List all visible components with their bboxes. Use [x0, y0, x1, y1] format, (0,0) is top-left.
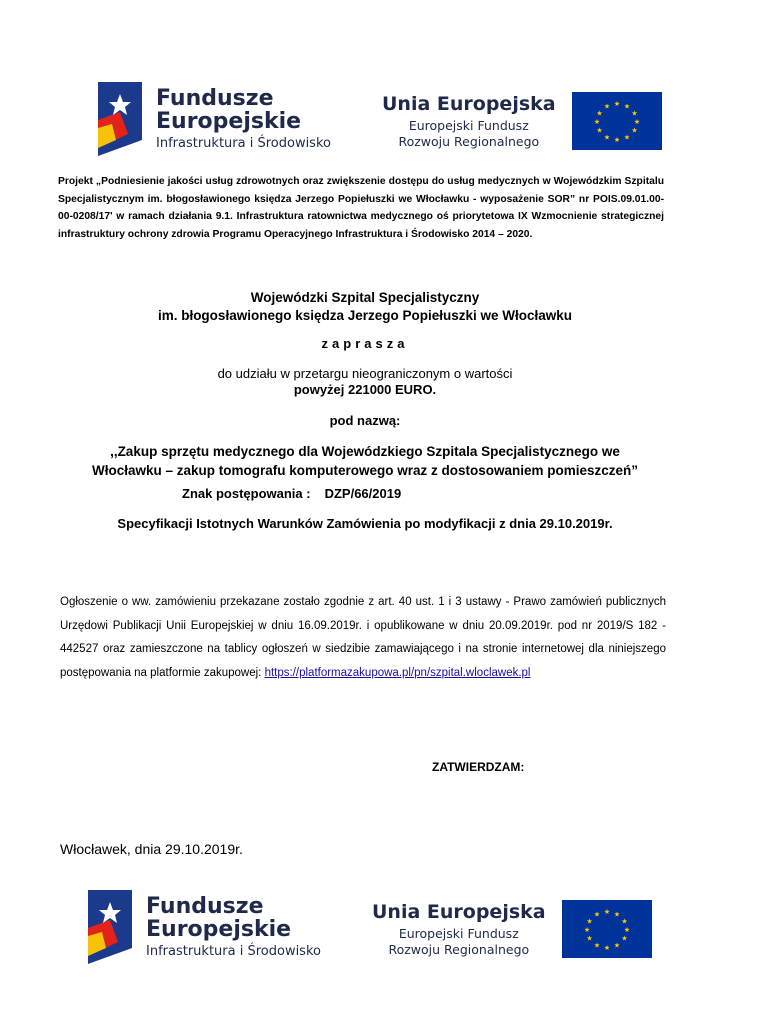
fe-line1: Fundusze	[146, 894, 264, 920]
fe-flag-icon	[98, 82, 142, 156]
svg-text:★: ★	[620, 917, 628, 926]
fe-line3: Infrastruktura i Środowisko	[146, 944, 321, 960]
svg-text:★: ★	[585, 934, 593, 943]
spec-title: Specyfikacji Istotnych Warunków Zamówienia po modyfikacji z dnia 29.10.2019r.	[117, 516, 613, 531]
ue-logo-text	[382, 93, 556, 150]
svg-text:★: ★	[603, 944, 610, 952]
hospital-name	[40, 289, 690, 325]
tender-info	[40, 366, 690, 398]
fe-flag-icon	[88, 890, 132, 964]
svg-text:★: ★	[593, 941, 600, 950]
svg-text:★: ★	[603, 133, 610, 142]
pod-nazwa: pod nazwą:	[329, 413, 401, 428]
invite-word: zaprasza	[321, 336, 409, 351]
case-sign-label: Znak postępowania :	[182, 486, 311, 501]
fe-line1: Fundusze	[156, 86, 274, 112]
place-date: Włocławek, dnia 29.10.2019r.	[60, 841, 243, 857]
case-sign	[182, 486, 401, 501]
fe-logo-bottom	[88, 890, 321, 964]
svg-text:★: ★	[623, 102, 630, 111]
fe-logo-text	[146, 895, 321, 959]
svg-text:★: ★	[595, 126, 603, 135]
svg-text:★: ★	[623, 926, 630, 934]
svg-text:★: ★	[613, 100, 620, 108]
svg-text:★: ★	[630, 109, 638, 118]
svg-text:★: ★	[620, 934, 628, 943]
svg-text:★: ★	[603, 908, 610, 916]
case-sign-value: DZP/66/2019	[324, 486, 402, 501]
fe-logo-text	[156, 87, 331, 151]
svg-text:★: ★	[593, 118, 600, 126]
svg-text:★: ★	[583, 926, 590, 934]
tender-line1: do udziału w przetargu nieograniczonym o wartości	[217, 366, 513, 381]
svg-text:★: ★	[593, 910, 600, 919]
subject-line1: ,,Zakup sprzętu medycznego dla Wojewódzkiego Szpitala Specjalistycznego we	[110, 444, 620, 459]
svg-text:★: ★	[630, 126, 638, 135]
notice-text: Ogłoszenie o ww. zamówieniu przekazane zostało zgodnie z art. 40 ust. 1 i 3 ustawy - Prawo zamówień publicznych Urzędowi Publikacji Unii Europejskiej w dniu 16.09.2019r. i opublikowane w dniu 20.09.2019r. pod nr 2019/S 182 - 442527 oraz zamieszczone na tablicy ogłoszeń w siedzibie zamawiającego i na stronie internetowej dla niniejszego postępowania na platformie zakupowej:	[60, 596, 666, 679]
ue-logo-bottom	[372, 900, 652, 958]
svg-text:★: ★	[585, 917, 593, 926]
ue-logo	[382, 92, 662, 150]
approve-label: ZATWIERDZAM:	[432, 760, 525, 774]
svg-text:★: ★	[613, 136, 620, 144]
notice-paragraph	[60, 591, 666, 685]
ue-line2: Europejski Fundusz	[398, 926, 519, 942]
ue-line3: Rozwoju Regionalnego	[398, 133, 540, 149]
ue-line2: Europejski Fundusz	[408, 118, 529, 134]
eu-flag-icon	[562, 900, 652, 958]
ue-title: Unia Europejska	[372, 900, 546, 923]
svg-text:★: ★	[623, 133, 630, 142]
tender-subject	[40, 442, 690, 480]
project-description: Projekt „Podniesienie jakości usług zdrowotnych oraz zwiększenie dostępu do usług medycznych w Wojewódzkim Szpitalu Specjalistycznym im. błogosławionego księdza Jerzego Popiełuszki we Włocławku - wyposażenie SOR” nr POIS.09.01.00-00-0208/17' w ramach działania 9.1. Infrastruktura ratownictwa medycznego oś priorytetowa IX Wzmocnienie strategicznej infrastruktury ochrony zdrowia Programu Operacyjnego Infrastruktura i Środowisko 2014 – 2020.	[58, 176, 664, 240]
eu-flag-icon	[572, 92, 662, 150]
svg-text:★: ★	[603, 102, 610, 111]
hospital-line2: im. błogosławionego księdza Jerzego Popiełuszki we Włocławku	[157, 308, 573, 323]
tender-value: powyżej 221000 EURO.	[293, 382, 437, 397]
ue-logo-text	[372, 901, 546, 958]
hospital-line1: Wojewódzki Szpital Specjalistyczny	[250, 290, 480, 305]
fe-line2: Europejskie	[156, 109, 302, 135]
platform-link[interactable]: https://platformazakupowa.pl/pn/szpital.wloclawek.pl	[264, 666, 531, 679]
fe-line2: Europejskie	[146, 917, 292, 943]
svg-text:★: ★	[633, 118, 640, 126]
svg-text:★: ★	[595, 109, 603, 118]
svg-text:★: ★	[613, 910, 620, 919]
ue-title: Unia Europejska	[382, 92, 556, 115]
svg-text:★: ★	[613, 941, 620, 950]
subject-line2: Włocławku – zakup tomografu komputerowego wraz z dostosowaniem pomieszczeń”	[91, 463, 639, 478]
fe-line3: Infrastruktura i Środowisko	[156, 136, 331, 152]
ue-line3: Rozwoju Regionalnego	[388, 941, 530, 957]
fe-logo	[98, 82, 331, 156]
